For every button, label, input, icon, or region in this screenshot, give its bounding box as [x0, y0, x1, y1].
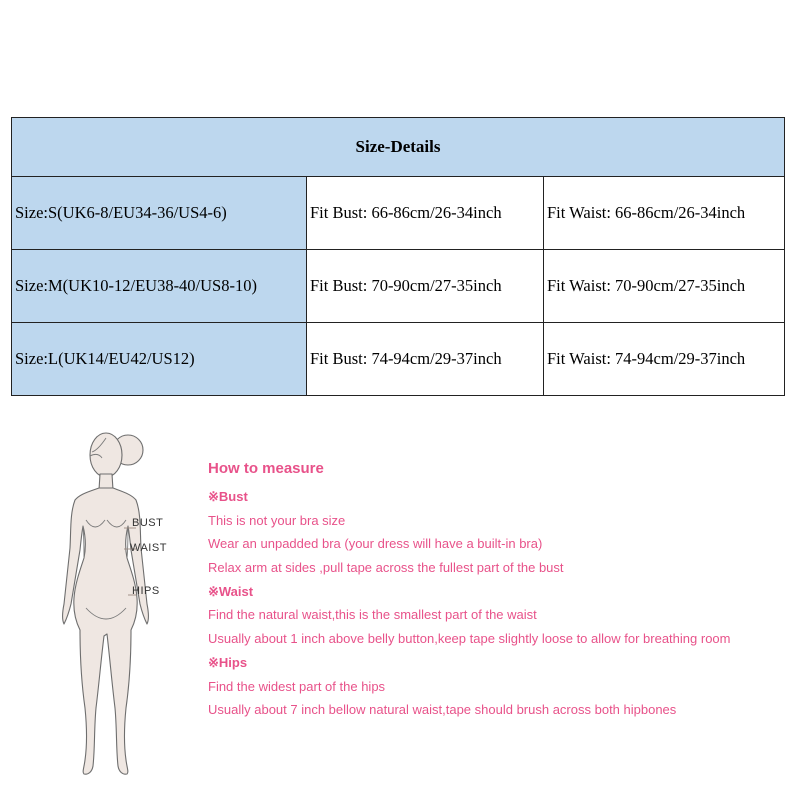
table-title: Size-Details	[12, 118, 785, 177]
table-row	[12, 323, 785, 396]
size-cell: Size:L(UK14/EU42/US12)	[12, 323, 307, 396]
bust-cell: Fit Bust: 70-90cm/27-35inch	[307, 250, 544, 323]
bust-instruction: Wear an unpadded bra (your dress will have a built-in bra)	[208, 536, 543, 552]
hips-instruction: Usually about 7 inch bellow natural waist,tape should brush across both hipbones	[208, 702, 677, 718]
bust-cell: Fit Bust: 74-94cm/29-37inch	[307, 323, 544, 396]
waist-label: WAIST	[130, 542, 167, 554]
waist-cell: Fit Waist: 70-90cm/27-35inch	[544, 250, 785, 323]
waist-instruction: Usually about 1 inch above belly button,keep tape slightly loose to allow for breathing room	[208, 631, 731, 647]
table-row	[12, 177, 785, 250]
how-to-measure-title: How to measure	[208, 460, 324, 477]
hips-label: HIPS	[132, 585, 160, 597]
waist-cell: Fit Waist: 74-94cm/29-37inch	[544, 323, 785, 396]
size-details-table	[11, 117, 785, 396]
bust-label: BUST	[132, 517, 164, 529]
body-figure-illustration	[40, 408, 200, 788]
table-row	[12, 250, 785, 323]
size-cell: Size:S(UK6-8/EU34-36/US4-6)	[12, 177, 307, 250]
bust-heading: ※Bust	[208, 489, 248, 504]
bust-instruction: Relax arm at sides ,pull tape across the fullest part of the bust	[208, 560, 564, 576]
bust-cell: Fit Bust: 66-86cm/26-34inch	[307, 177, 544, 250]
body-silhouette	[63, 488, 149, 774]
bust-instruction: This is not your bra size	[208, 512, 346, 528]
hips-heading: ※Hips	[208, 654, 248, 670]
hips-instruction: Find the widest part of the hips	[208, 678, 386, 694]
waist-cell: Fit Waist: 66-86cm/26-34inch	[544, 177, 785, 250]
waist-heading: ※Waist	[208, 583, 254, 599]
waist-instruction: Find the natural waist,this is the smallest part of the waist	[208, 607, 537, 623]
head	[90, 433, 122, 477]
size-cell: Size:M(UK10-12/EU38-40/US8-10)	[12, 250, 307, 323]
how-to-measure-section	[208, 460, 730, 722]
